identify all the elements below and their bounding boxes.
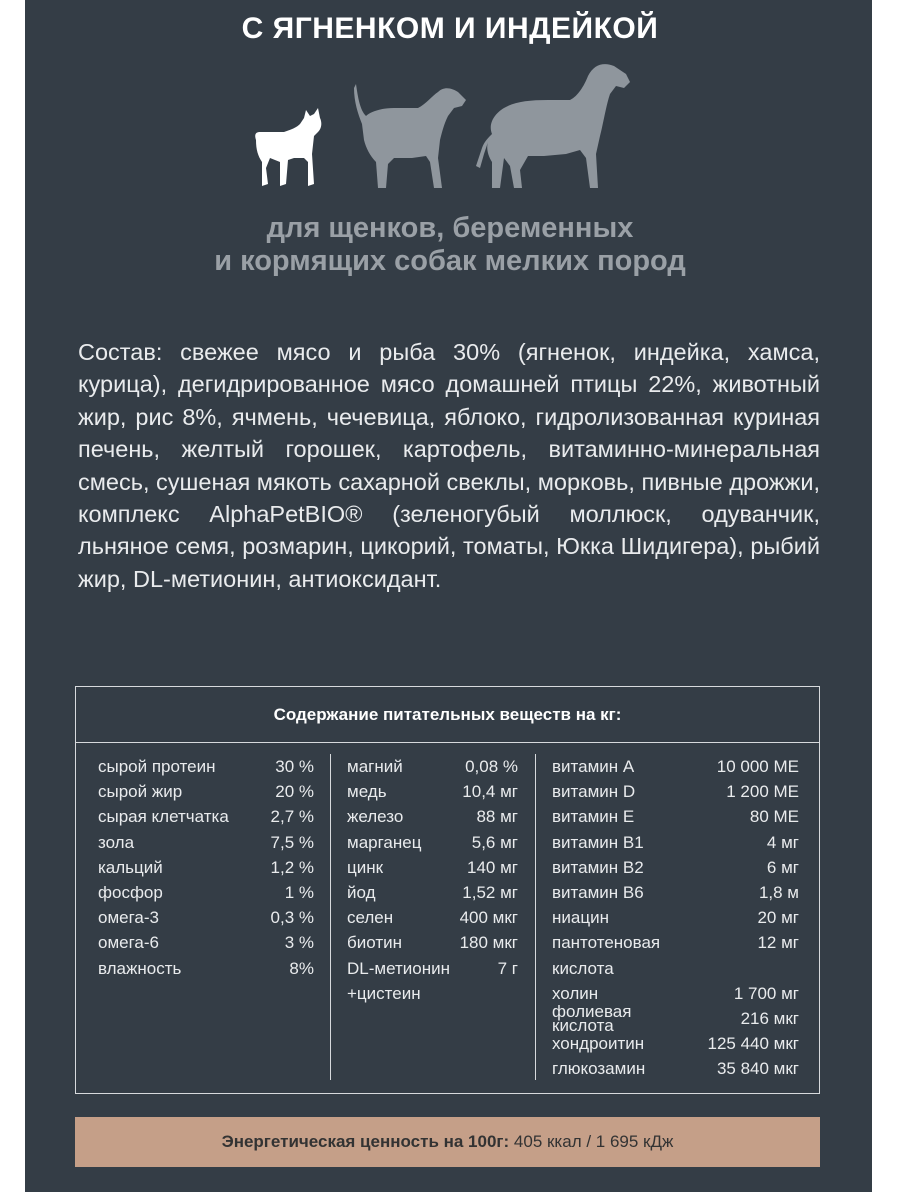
nutrient-row: [347, 880, 518, 905]
nutrient-name: фолиевая кислота: [552, 1001, 632, 1035]
nutrient-value: 10 000 МЕ: [716, 757, 799, 776]
nutrient-value: 3 %: [284, 933, 314, 953]
nutrient-value: 7,5 %: [270, 832, 314, 852]
nutrient-value: 5,6 мг: [471, 832, 518, 852]
nutrient-row: [98, 830, 314, 855]
nutrient-name: ниацин: [552, 908, 609, 928]
nutrient-row: [347, 905, 518, 930]
nutrient-value: 8%: [289, 958, 314, 978]
nutrient-row: [98, 754, 314, 779]
nutrient-name: витамин Е: [552, 807, 635, 827]
nutrient-value: 1,52 мг: [462, 882, 518, 902]
nutrient-value: 30 %: [275, 757, 314, 776]
nutrient-row: [552, 956, 799, 981]
nutrient-row: [552, 779, 799, 804]
nutrient-row: [347, 830, 518, 855]
nutrient-row: [552, 1031, 799, 1056]
nutrients-column-3: [552, 754, 799, 1081]
nutrients-heading: Содержание питательных веществ на кг:: [76, 687, 819, 743]
nutrient-row: [98, 804, 314, 829]
nutrient-value: 2,7 %: [270, 807, 314, 827]
large-dog-icon: [476, 64, 630, 188]
nutrient-name: витамин В1: [552, 832, 644, 852]
column-divider: [535, 754, 536, 1080]
nutrient-value: 7 г: [497, 958, 518, 978]
nutrient-row: [347, 930, 518, 955]
nutrient-value: 1 700 мг: [733, 983, 799, 1003]
nutrient-row: [552, 930, 799, 955]
nutrient-row: [98, 779, 314, 804]
nutrient-row: [552, 754, 799, 779]
energy-value-bar: [75, 1117, 820, 1167]
nutrient-name: омега-6: [98, 933, 159, 953]
medium-dog-icon: [354, 84, 466, 188]
nutrient-name: медь: [347, 782, 387, 802]
nutrient-name: селен: [347, 908, 394, 928]
nutrient-row: [98, 855, 314, 880]
nutrient-value: 0,3 %: [270, 908, 314, 928]
nutrient-name: сырая клетчатка: [98, 807, 229, 827]
nutrient-name: сырой жир: [98, 782, 183, 802]
nutrient-name: витамин В6: [552, 882, 644, 902]
nutrient-name: йод: [347, 882, 376, 902]
nutrient-name: витамин В2: [552, 857, 644, 877]
nutrient-row: [552, 830, 799, 855]
composition-text: Состав: свежее мясо и рыба 30% (ягненок, индейка, хамса, курица), дегидрированное мясо домашней птицы 22%, животный жир, рис 8%, ячмень, чечевица, яблоко, гидролизованная куриная печень, желтый горошек, картофель, витаминно-минеральная смесь, сушеная мякоть сахарной свеклы, морковь, пивные дрожжи, комплекс AlphaPetBIO® (зеленогубый моллюск, одуванчик, льняное семя, розмарин, цикорий, томаты, Юкка Шидигера), рыбий жир, DL-метионин, антиоксидант.: [78, 339, 820, 592]
nutrient-row: [347, 779, 518, 804]
energy-value: 405 ккал / 1 695 кДж: [513, 1132, 674, 1151]
nutrient-name: глюкозамин: [552, 1059, 646, 1079]
nutrients-table: [75, 686, 820, 1094]
energy-label: Энергетическая ценность на 100г:: [221, 1132, 510, 1151]
nutrient-name: витамин А: [552, 757, 635, 776]
nutrient-name: зола: [98, 832, 135, 852]
nutrient-value: 4 мг: [766, 832, 799, 852]
nutrient-value: 20 %: [275, 782, 314, 802]
dog-size-icons: [248, 58, 648, 198]
nutrient-row: [552, 880, 799, 905]
nutrient-name: кальций: [98, 857, 163, 877]
nutrient-row: [552, 1001, 799, 1035]
target-audience: [0, 212, 900, 278]
nutrient-name: сырой протеин: [98, 757, 216, 776]
nutrient-value: 125 440 мкг: [707, 1034, 799, 1054]
nutrient-row: [98, 956, 314, 981]
nutrient-value: 400 мкг: [459, 908, 518, 928]
nutrient-name: омега-3: [98, 908, 159, 928]
nutrient-value: 140 мг: [467, 857, 518, 877]
nutrient-row: [552, 905, 799, 930]
small-dog-icon: [255, 108, 321, 186]
nutrient-row: [552, 1056, 799, 1081]
nutrient-value: 1 %: [284, 882, 314, 902]
nutrient-value: 12 мг: [757, 933, 799, 953]
nutrient-value: 10,4 мг: [462, 782, 518, 802]
nutrient-row: [347, 754, 518, 779]
nutrient-name: фосфор: [98, 882, 163, 902]
nutrient-value: 216 мкг: [740, 1008, 799, 1028]
nutrient-name: холин: [552, 983, 599, 1003]
nutrient-row: [347, 981, 518, 1006]
nutrient-name: марганец: [347, 832, 422, 852]
nutrient-value: 0,08 %: [465, 757, 518, 776]
nutrient-value: 88 мг: [476, 807, 518, 827]
nutrient-name: +цистеин: [347, 983, 421, 1003]
nutrient-name: кислота: [552, 958, 614, 978]
nutrient-value: 180 мкг: [459, 933, 518, 953]
nutrient-value: 6 мг: [766, 857, 799, 877]
product-title: С ЯГНЕНКОМ И ИНДЕЙКОЙ: [241, 12, 659, 45]
nutrient-row: [347, 804, 518, 829]
nutrient-row: [98, 880, 314, 905]
nutrient-name: биотин: [347, 933, 402, 953]
nutrient-row: [552, 804, 799, 829]
nutrient-value: 1,8 м: [758, 882, 799, 902]
subtitle-line-2: и кормящих собак мелких пород: [214, 245, 686, 277]
nutrient-name: цинк: [347, 857, 384, 877]
nutrients-column-2: [347, 754, 518, 1006]
subtitle-line-1: для щенков, беременных: [266, 212, 634, 244]
nutrient-row: [98, 905, 314, 930]
nutrient-name: железо: [347, 807, 404, 827]
nutrient-row: [347, 855, 518, 880]
nutrient-value: 35 840 мкг: [716, 1059, 799, 1079]
nutrient-name: пантотеновая: [552, 933, 661, 953]
nutrient-value: 80 МЕ: [749, 807, 799, 827]
nutrient-name: хондроитин: [552, 1034, 645, 1054]
nutrient-row: [552, 855, 799, 880]
nutrient-value: 1 200 МЕ: [726, 782, 799, 802]
column-divider: [330, 754, 331, 1080]
nutrient-name: витамин D: [552, 782, 636, 802]
nutrient-name: влажность: [98, 958, 182, 978]
nutrient-row: [347, 956, 518, 981]
nutrient-value: 1,2 %: [270, 857, 314, 877]
nutrient-row: [98, 930, 314, 955]
nutrient-name: магний: [347, 757, 403, 776]
nutrients-column-1: [98, 754, 314, 981]
nutrient-value: 20 мг: [757, 908, 799, 928]
nutrient-name: DL-метионин: [347, 958, 450, 978]
